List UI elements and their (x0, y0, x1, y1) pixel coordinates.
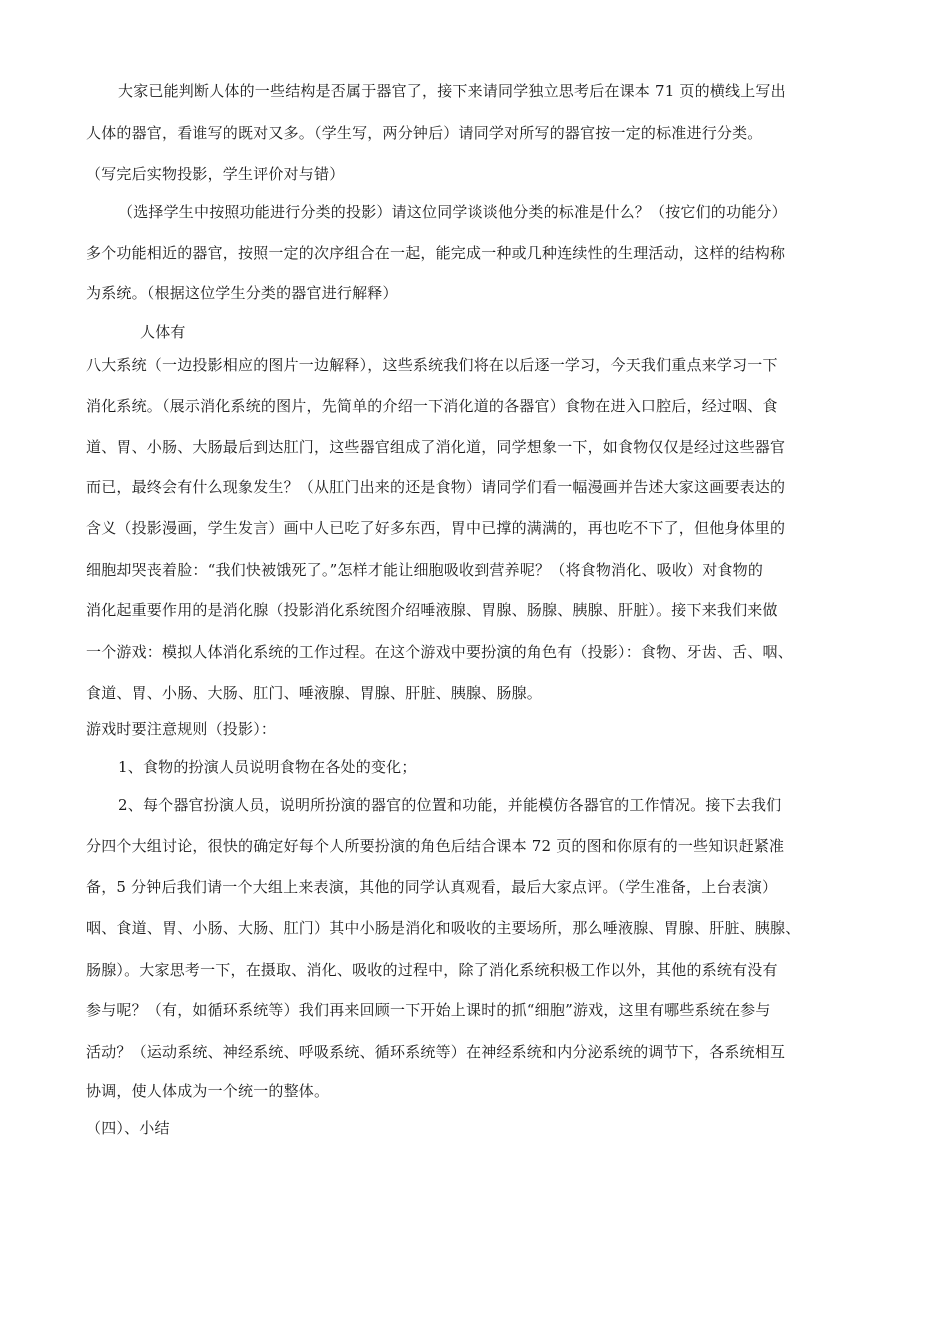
text-line: 道、胃、小肠、大肠最后到达肛门，这些器官组成了消化道，同学想象一下，如食物仅仅是经过这些器官 (86, 438, 786, 456)
text-line: 消化系统。（展示消化系统的图片，先简单的介绍一下消化道的各器官）食物在进入口腔后，经过咽、食 (86, 397, 778, 415)
text-line: （写完后实物投影，学生评价对与错） (86, 165, 345, 183)
text-line: （选择学生中按照功能进行分类的投影）请这位同学谈谈他分类的标准是什么？（按它们的功能分） (118, 203, 787, 221)
text-line: 肠腺）。大家思考一下，在摄取、消化、吸收的过程中，除了消化系统积极工作以外，其他的系统有没有 (86, 961, 778, 979)
text-line: 活动？（运动系统、神经系统、呼吸系统、循环系统等）在神经系统和内分泌系统的调节下，各系统相互 (86, 1043, 786, 1061)
text-line: 一个游戏：模拟人体消化系统的工作过程。在这个游戏中要扮演的角色有（投影）：食物、牙齿、舌、咽、 (86, 643, 793, 661)
text-line: 而已，最终会有什么现象发生？（从肛门出来的还是食物）请同学们看一幅漫画并告述大家这画要表达的 (86, 478, 786, 496)
text-line: 游戏时要注意规则（投影）： (86, 720, 277, 738)
text-line: 食道、胃、小肠、大肠、肛门、唾液腺、胃腺、肝脏、胰腺、肠腺。 (86, 684, 543, 702)
text-line: 备，5 分钟后我们请一个大组上来表演，其他的同学认真观看，最后大家点评。（学生准备，上台表演） (86, 878, 778, 896)
text-line: 含义（投影漫画，学生发言）画中人已吃了好多东西，胃中已撑的满满的，再也吃不下了，但他身体里的 (86, 519, 786, 537)
section-heading: （四）、小结 (86, 1119, 170, 1137)
text-line: 2、每个器官扮演人员，说明所扮演的器官的位置和功能，并能模仿各器官的工作情况。接下去我们 (118, 796, 782, 814)
text-line: 消化起重要作用的是消化腺（投影消化系统图介绍唾液腺、胃腺、肠腺、胰腺、肝脏）。接下来我们来做 (86, 601, 778, 619)
text-line: 人体的器官，看谁写的既对又多。（学生写，两分钟后）请同学对所写的器官按一定的标准进行分类。 (86, 124, 763, 142)
text-line: 细胞却哭丧着脸：“我们快被饿死了。”怎样才能让细胞吸收到营养呢？（将食物消化、吸收）对食物的 (86, 561, 764, 579)
text-line: 八大系统（一边投影相应的图片一边解释），这些系统我们将在以后逐一学习，今天我们重点来学习一下 (86, 356, 778, 374)
text-line: 参与呢？（有，如循环系统等）我们再来回顾一下开始上课时的抓“细胞”游戏，这里有哪些系统在参与 (86, 1001, 771, 1019)
text-line: 分四个大组讨论，很快的确定好每个人所要扮演的角色后结合课本 72 页的图和你原有的一些知识赶紧准 (86, 837, 785, 855)
text-line: 1、食物的扮演人员说明食物在各处的变化； (118, 758, 417, 776)
text-line: 协调，使人体成为一个统一的整体。 (86, 1082, 330, 1100)
text-line: 咽、食道、胃、小肠、大肠、肛门）其中小肠是消化和吸收的主要场所，那么唾液腺、胃腺、肝脏、胰腺、 (86, 919, 801, 937)
text-line: 人体有 (140, 323, 186, 341)
text-line: 为系统。（根据这位学生分类的器官进行解释） (86, 284, 398, 302)
text-line: 多个功能相近的器官，按照一定的次序组合在一起，能完成一种或几种连续性的生理活动，这样的结构称 (86, 244, 786, 262)
text-line: 大家已能判断人体的一些结构是否属于器官了，接下来请同学独立思考后在课本 71 页的横线上写出 (118, 82, 786, 100)
